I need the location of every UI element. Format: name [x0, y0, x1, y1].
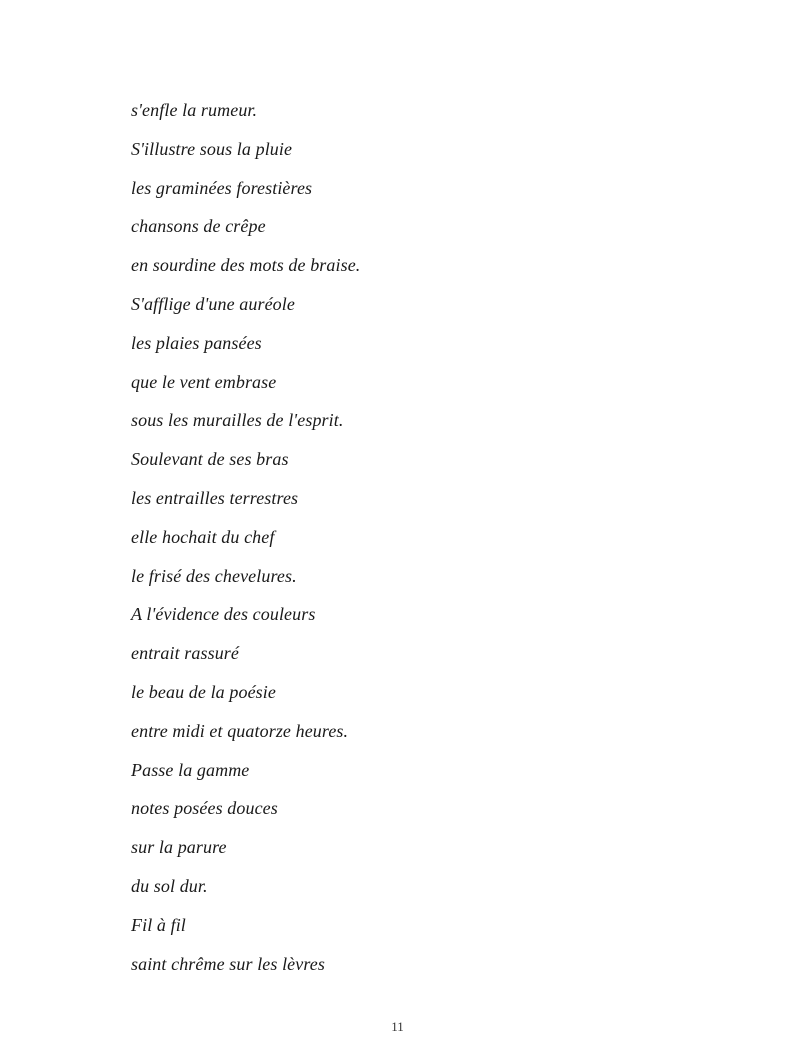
poem-line: A l'évidence des couleurs	[131, 604, 316, 625]
poem-line: S'illustre sous la pluie	[131, 138, 293, 159]
poem-line: s'enfle la rumeur.	[131, 100, 258, 120]
poem-line: S'afflige d'une auréole	[131, 293, 295, 314]
poem-line: saint chrême sur les lèvres	[131, 953, 325, 974]
poem-line: les entrailles terrestres	[131, 487, 299, 508]
poem-line: du sol dur.	[131, 875, 208, 896]
poem-line: notes posées douces	[131, 798, 278, 819]
poem-line: Soulevant de ses bras	[131, 449, 289, 470]
poem-line: sur la parure	[131, 837, 227, 858]
poem-line: que le vent embrase	[131, 371, 277, 392]
poem-line: entre midi et quatorze heures.	[131, 720, 349, 741]
poem-line: le frisé des chevelures.	[131, 565, 297, 586]
poem-line: le beau de la poésie	[131, 681, 276, 702]
poem-line: elle hochait du chef	[131, 526, 275, 547]
page-number: 11	[391, 1019, 404, 1034]
poem-line: entrait rassuré	[131, 643, 240, 664]
poem-text	[131, 100, 360, 992]
poem-line: les graminées forestières	[131, 177, 313, 198]
poem-line: en sourdine des mots de braise.	[131, 255, 361, 276]
poem-line: les plaies pansées	[131, 332, 262, 353]
poem-line: chansons de crêpe	[131, 216, 266, 237]
poem-line: Fil à fil	[131, 914, 186, 935]
poem-line: Passe la gamme	[131, 759, 250, 780]
poem-line: sous les murailles de l'esprit.	[131, 410, 344, 431]
